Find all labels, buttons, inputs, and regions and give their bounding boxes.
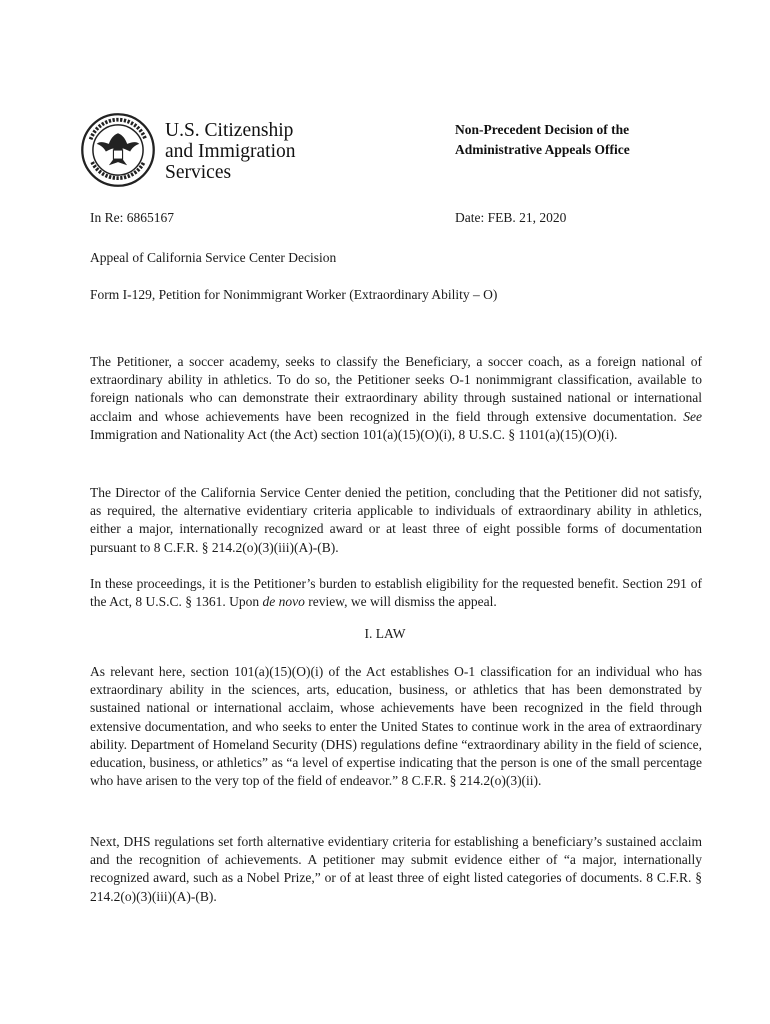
p1-text-a: The Petitioner, a soccer academy, seeks to classify the Beneficiary, a soccer coach, as a foreign national of extraordinary ability in athletics. To do so, the Petitioner seeks O-1 nonimmigrant classification, available to foreign nationals who can demonstrate their extraordinary ability through sustained national or international acclaim and whose achievements have been recognized in the field through extensive documentation. — [90, 354, 702, 424]
paragraph-law: As relevant here, section 101(a)(15)(O)(i) of the Act establishes O-1 classification for an individual who has extraordinary ability in the sciences, arts, education, business, or athletics that has been demonstrated by sustained national or international acclaim, whose achievements have been recognized in the field through extensive documentation, and who seeks to enter the United States to continue work in the area of extraordinary ability. Department of Homeland Security (DHS) regulations define “extraordinary ability in the field of science, education, business, or athletics” as “a level of expertise indicating that the person is one of the small percentage who have arisen to the very top of the field of endeavor.” 8 C.F.R. § 214.2(o)(3)(ii). — [90, 664, 702, 789]
paragraph-intro — [90, 353, 702, 444]
dhs-seal-icon — [80, 112, 156, 188]
agency-name — [165, 120, 365, 183]
paragraph-proceedings — [90, 575, 702, 611]
paragraph-director: The Director of the California Service Center denied the petition, concluding that the Petitioner did not satisfy, as required, the alternative evidentiary criteria applicable to individuals of extraordinary ability in athletics, either a major, internationally recognized award or at least three of eight possible forms of documentation pursuant to 8 C.F.R. § 214.2(o)(3)(iii)(A)-(B). — [90, 485, 702, 555]
appeal-line: Appeal of California Service Center Decision — [90, 250, 337, 265]
decision-header — [455, 120, 715, 160]
p1-text-b: Immigration and Nationality Act (the Act) section 101(a)(15)(O)(i), 8 U.S.C. § 1101(a)(15)(O)(i). — [90, 426, 618, 442]
decision-line-1: Non-Precedent Decision of the — [455, 122, 630, 137]
p3-text-a: In these proceedings, it is the Petitioner’s burden to establish eligibility for the requested benefit. Section 291 of the Act, 8 U.S.C. § 1361. Upon — [90, 576, 702, 610]
p3-text-b: review, we will dismiss the appeal. — [304, 594, 497, 610]
section-heading-law: I. LAW — [364, 626, 406, 641]
date-line: Date: FEB. 21, 2020 — [455, 210, 567, 225]
agency-line-3: Services — [165, 162, 232, 183]
p3-de-novo: de novo — [262, 594, 305, 610]
paragraph-criteria: Next, DHS regulations set forth alternative evidentiary criteria for establishing a beneficiary’s sustained acclaim and the recognition of achievements. A petitioner may submit evidence either of “a major, internationally recognized award, such as a Nobel Prize,” or of at least three of eight listed categories of documents. 8 C.F.R. § 214.2(o)(3)(iii)(A)-(B). — [90, 834, 702, 904]
p1-see: See — [683, 408, 702, 424]
agency-line-1: U.S. Citizenship — [165, 120, 294, 141]
in-re-line: In Re: 6865167 — [90, 210, 174, 225]
form-line: Form I-129, Petition for Nonimmigrant Worker (Extraordinary Ability – O) — [90, 287, 498, 302]
agency-line-2: and Immigration — [165, 141, 296, 162]
decision-line-2: Administrative Appeals Office — [455, 142, 630, 157]
